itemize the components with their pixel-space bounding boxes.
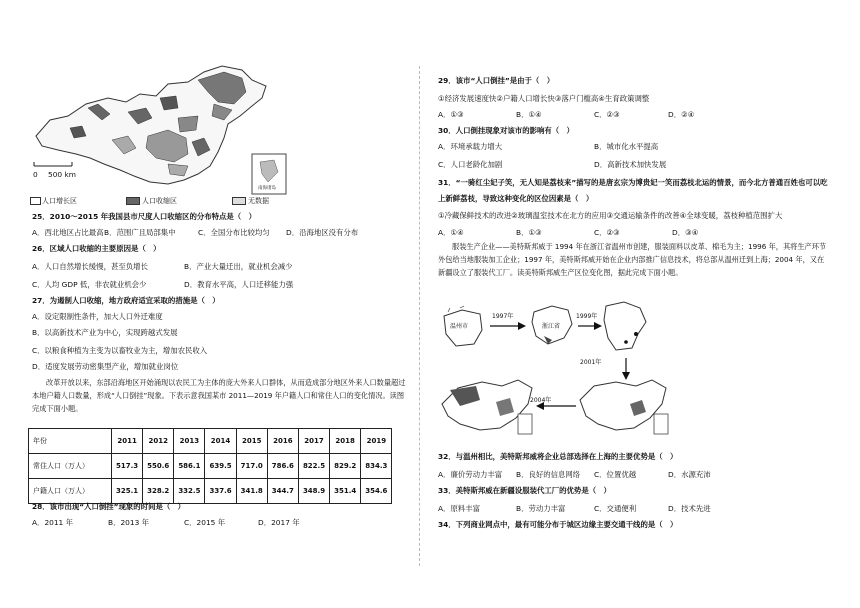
east-china-map: [604, 302, 646, 350]
table-cell: 337.6: [205, 479, 236, 504]
q27-option-d: D．适度发展劳动密集型产业，增加就业岗位: [32, 362, 179, 371]
q32-stem: 32．与温州相比，美特斯邦威将企业总部选择在上海的主要优势是（ ）: [438, 452, 678, 461]
table-header-cell: 2017: [298, 429, 329, 454]
q30-stem: 30．人口倒挂现象对该市的影响有（ ）: [438, 126, 574, 135]
q27-option-c: C．以粮食种植为主变为以畜牧业为主，增加农民收入: [32, 346, 208, 355]
q30-option-d: D．高新技术加快发展: [594, 160, 667, 169]
q27-option-b: B．以高新技术产业为中心，实现跨越式发展: [32, 328, 178, 337]
q31-option-b: B．①③: [516, 228, 542, 237]
table-cell: 639.5: [205, 454, 236, 479]
q25-option-b: B．范围广且局部集中: [104, 228, 176, 237]
label-wenzhou: 温州市: [450, 323, 469, 330]
legend-shrink: 人口收缩区: [142, 197, 177, 205]
table-cell: 586.1: [174, 454, 205, 479]
q33-option-d: D．技术先进: [668, 504, 711, 513]
table-cell: 348.9: [298, 479, 329, 504]
table-cell: 325.1: [112, 479, 143, 504]
q31-choices-line: ①冷藏保鲜技术的改进②玻璃温室技术在北方的应用③交通运输条件的改善④全球变暖，荔枝种植范围扩大: [438, 211, 783, 220]
q33-stem: 33．美特斯邦威在新疆设服装代工厂的优势是（ ）: [438, 486, 611, 495]
q26-stem: 26．区域人口收缩的主要原因是（ ）: [32, 244, 161, 253]
arrow-2001: [622, 358, 630, 380]
q28-stem: 28．该市出现“人口倒挂”现象的时间是（ ）: [32, 502, 186, 511]
table-header-cell: 2015: [236, 429, 267, 454]
scale-bar: [34, 162, 72, 166]
q28-option-c: C．2015 年: [184, 518, 226, 527]
q29-option-a: A．①③: [438, 110, 464, 119]
legend-swatch-nodata: [232, 197, 246, 205]
q29-option-d: D．②④: [668, 110, 695, 119]
table-cell: 344.7: [267, 479, 298, 504]
table-header-cell: 2016: [267, 429, 298, 454]
table-header-cell: 2019: [361, 429, 392, 454]
legend-swatch-shrink: [126, 197, 140, 205]
q30-option-b: B．城市化水平提高: [594, 142, 659, 151]
q32-option-d: D．水源充沛: [668, 470, 711, 479]
legend-nodata: 无数据: [248, 197, 269, 205]
table-cell: 328.2: [143, 479, 174, 504]
q31-option-c: C．②③: [594, 228, 620, 237]
table-header-cell: 2011: [112, 429, 143, 454]
arrow-1999: [578, 322, 602, 330]
label-2001: 2001年: [580, 359, 602, 366]
q25-option-d: D．沿海地区没有分布: [286, 228, 359, 237]
label-zhejiang: 浙江省: [542, 323, 561, 330]
table-cell: 351.4: [330, 479, 361, 504]
q26-option-c: C．人均 GDP 低，非农就业机会少: [32, 280, 147, 289]
china-population-shrink-map: [28, 58, 290, 208]
q28-option-d: D．2017 年: [258, 518, 300, 527]
q32-option-c: C．位置优越: [594, 470, 637, 479]
q28-option-a: A．2011 年: [32, 518, 73, 527]
legend-swatch-growth: [30, 197, 41, 205]
q31-stem-line1: 31．“一骑红尘妃子笑，无人知是荔枝来”描写的是唐玄宗为博贵妃一笑而荔枝北运的情景，而今北方普通百姓也可以吃: [438, 178, 828, 187]
q31-stem-line2: 上新鲜荔枝，导致这种变化的区位因素是（ ）: [438, 194, 594, 203]
table-header-cell: 2014: [205, 429, 236, 454]
legend-growth: 人口增长区: [42, 197, 77, 205]
scale-label: 500 km: [48, 170, 76, 179]
table-cell: 834.3: [361, 454, 392, 479]
passage-metersbonwe: 服装生产企业——美特斯邦威于 1994 年在浙江省温州市创建，服装面料以皮革、棉毛为主；1996 年，其将生产环节外包给当地服装加工企业；1997 年，美特斯邦威开始在企业内部推广信息技术，将总部从温州迁到上海；2004 年，又在新疆设立了服装代工厂。读美特斯邦威生产区位变化图，据此完成下面小题。: [438, 242, 827, 277]
q28-option-b: B．2013 年: [108, 518, 150, 527]
q31-option-a: A．①④: [438, 228, 464, 237]
table-cell: 822.5: [298, 454, 329, 479]
table-header-cell: 年份: [29, 429, 112, 454]
column-divider: [419, 66, 420, 566]
q30-option-a: A．环境承载力增大: [438, 142, 503, 151]
china-map-2004: [442, 380, 532, 434]
q25-option-c: C．全国分布比较均匀: [198, 228, 270, 237]
table-header-row: [29, 429, 392, 454]
q29-option-c: C．②③: [594, 110, 620, 119]
q29-option-b: B．①④: [516, 110, 542, 119]
q26-option-d: D．教育水平高，人口迁移能力强: [184, 280, 294, 289]
q32-option-a: A．廉价劳动力丰富: [438, 470, 503, 479]
q33-option-c: C．交通便利: [594, 504, 637, 513]
label-2004: 2004年: [530, 397, 552, 404]
label-1999: 1999年: [576, 313, 598, 320]
q25-option-a: A．西北地区占比最高: [32, 228, 104, 237]
q33-option-a: A．原料丰富: [438, 504, 481, 513]
passage-population-inversion: 改革开放以来，东部沿海地区开始涌现以农民工为主体的庞大外来人口群体，从而造成部分地区外来人口数量超过本地户籍人口数量，形成“人口倒挂”现象。下表示意我国某市 2011—2019 年户籍人口和常住人口的变化情况。读图完成下面小题。: [32, 378, 406, 413]
q27-stem: 27．为遏制人口收缩，地方政府适宜采取的措施是（ ）: [32, 296, 220, 305]
population-table: [28, 428, 392, 504]
scale-zero: 0: [33, 170, 38, 179]
table-header-cell: 2018: [330, 429, 361, 454]
table-header-cell: 2013: [174, 429, 205, 454]
q27-option-a: A．设定限制性条件，加大人口外迁难度: [32, 312, 163, 321]
table-row-label: 常住人口（万人）: [29, 454, 112, 479]
q34-stem: 34．下列商业网点中，最有可能分布于城区边缘主要交通干线的是（ ）: [438, 520, 678, 529]
table-header-cell: 2012: [143, 429, 174, 454]
table-cell: 332.5: [174, 479, 205, 504]
table-cell: 341.8: [236, 479, 267, 504]
table-cell: 829.2: [330, 454, 361, 479]
q31-option-d: D．③④: [672, 228, 699, 237]
table-cell: 550.6: [143, 454, 174, 479]
q29-stem: 29．该市“人口倒挂”是由于（ ）: [438, 76, 555, 85]
label-1997: 1997年: [492, 313, 514, 320]
q26-option-a: A．人口自然增长缓慢，甚至负增长: [32, 262, 148, 271]
q25-stem: 25．2010～2015 年我国县市尺度人口收缩区的分布特点是（ ）: [32, 212, 256, 221]
table-cell: 786.6: [267, 454, 298, 479]
table-cell: 354.6: [361, 479, 392, 504]
q33-option-b: B．劳动力丰富: [516, 504, 566, 513]
q30-option-c: C．人口老龄化加剧: [438, 160, 503, 169]
table-row-label: 户籍人口（万人）: [29, 479, 112, 504]
table-row: [29, 454, 392, 479]
arrow-1997: [490, 322, 526, 330]
q32-option-b: B．良好的信息网络: [516, 470, 581, 479]
china-map-2001: [580, 380, 668, 434]
table-cell: 717.0: [236, 454, 267, 479]
map-legend: [30, 196, 300, 206]
q26-option-b: B．产业大量迁出，就业机会减少: [184, 262, 293, 271]
table-cell: 517.3: [112, 454, 143, 479]
table-row: [29, 479, 392, 504]
q29-choices-line: ①经济发展速度快②户籍人口增长快③落户门槛高④生育政策调整: [438, 94, 650, 103]
inset-label: 南海诸岛: [258, 186, 276, 191]
